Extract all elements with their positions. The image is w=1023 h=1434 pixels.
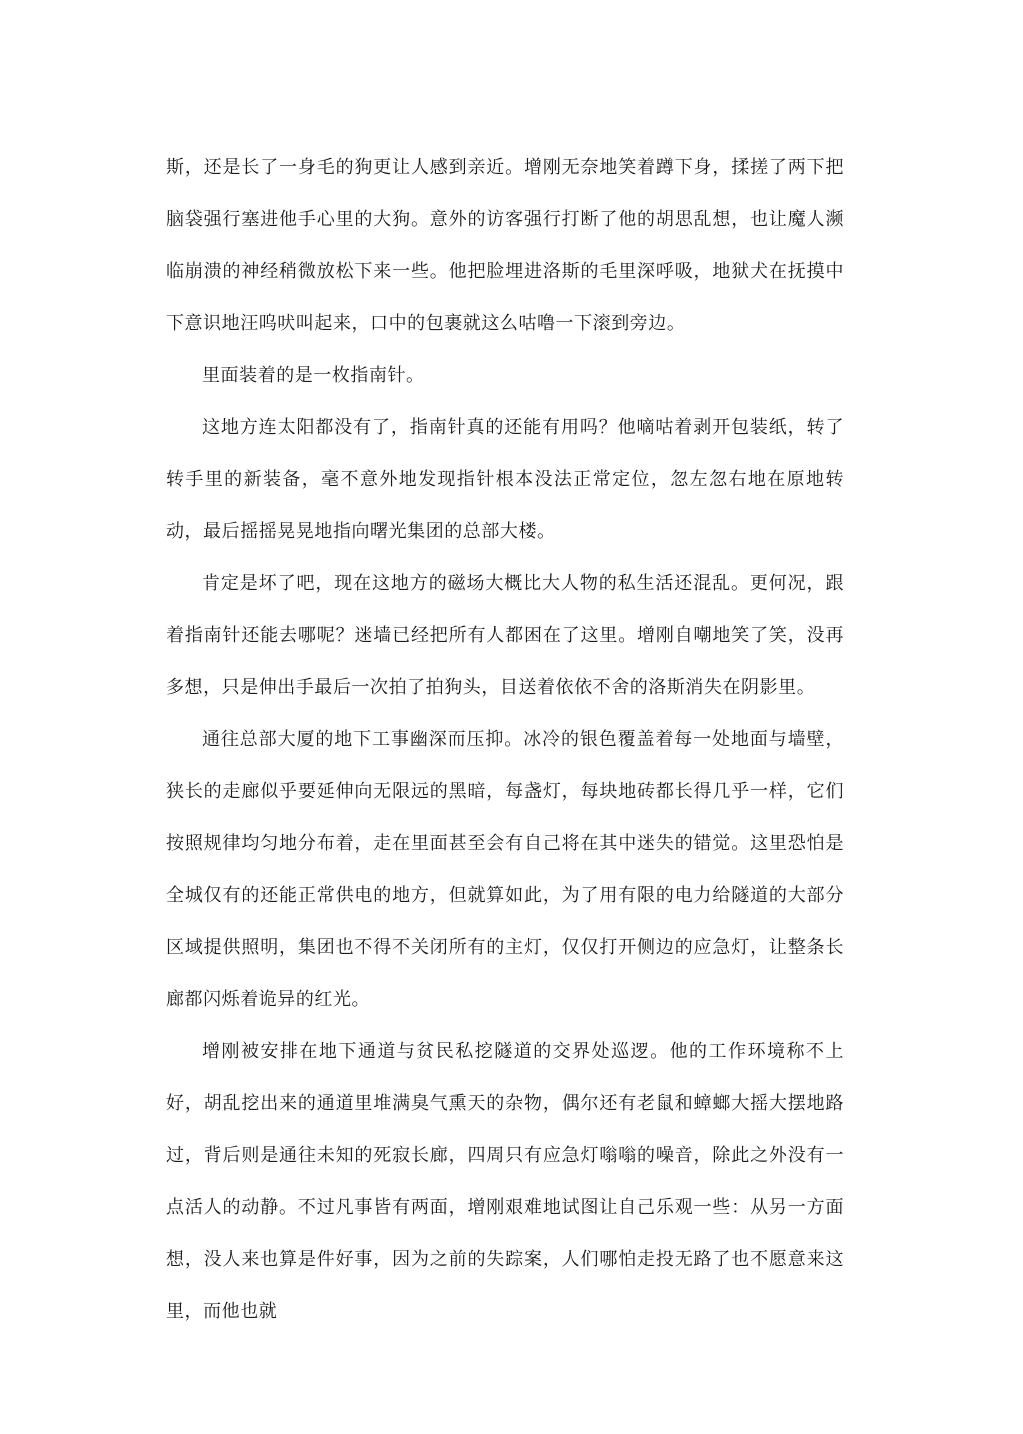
paragraph-4: 肯定是坏了吧，现在这地方的磁场大概比大人物的私生活还混乱。更何况，跟着指南针还能去哪呢？迷墙已经把所有人都困在了这里。增刚自嘲地笑了笑，没再多想，只是伸出手最后一次拍了拍狗头，目送着依依不舍的洛斯消失在阴影里。 bbox=[166, 573, 844, 698]
paragraph-6: 增刚被安排在地下通道与贫民私挖隧道的交界处巡逻。他的工作环境称不上好，胡乱挖出来的通道里堆满臭气熏天的杂物，偶尔还有老鼠和蟑螂大摇大摆地路过，背后则是通往未知的死寂长廊，四周只有应急灯嗡嗡的噪音，除此之外没有一点活人的动静。不过凡事皆有两面，增刚艰难地试图让自己乐观一些：从另一方面想，没人来也算是件好事，因为之前的失踪案，人们哪怕走投无路了也不愿意来这里，而他也就 bbox=[166, 1041, 844, 1322]
body-text bbox=[166, 142, 844, 1338]
paragraph-2: 里面装着的是一枚指南针。 bbox=[202, 365, 425, 386]
paragraph-5: 通往总部大厦的地下工事幽深而压抑。冰冷的银色覆盖着每一处地面与墙壁，狭长的走廊似乎要延伸向无限远的黑暗，每盏灯，每块地砖都长得几乎一样，它们按照规律均匀地分布着，走在里面甚至会有自己将在其中迷失的错觉。这里恐怕是全城仅有的还能正常供电的地方，但就算如此，为了用有限的电力给隧道的大部分区域提供照明，集团也不得不关闭所有的主灯，仅仅打开侧边的应急灯，让整条长廊都闪烁着诡异的红光。 bbox=[166, 729, 844, 1010]
paragraph-1: 斯，还是长了一身毛的狗更让人感到亲近。增刚无奈地笑着蹲下身，揉搓了两下把脑袋强行塞进他手心里的大狗。意外的访客强行打断了他的胡思乱想，也让魔人濒临崩溃的神经稍微放松下来一些。他把脸埋进洛斯的毛里深呼吸，地狱犬在抚摸中下意识地汪呜吠叫起来，口中的包裹就这么咕噜一下滚到旁边。 bbox=[166, 157, 844, 334]
paragraph-3: 这地方连太阳都没有了，指南针真的还能有用吗？他嘀咕着剥开包装纸，转了转手里的新装备，毫不意外地发现指针根本没法正常定位，忽左忽右地在原地转动，最后摇摇晃晃地指向曙光集团的总部大楼。 bbox=[166, 417, 844, 542]
